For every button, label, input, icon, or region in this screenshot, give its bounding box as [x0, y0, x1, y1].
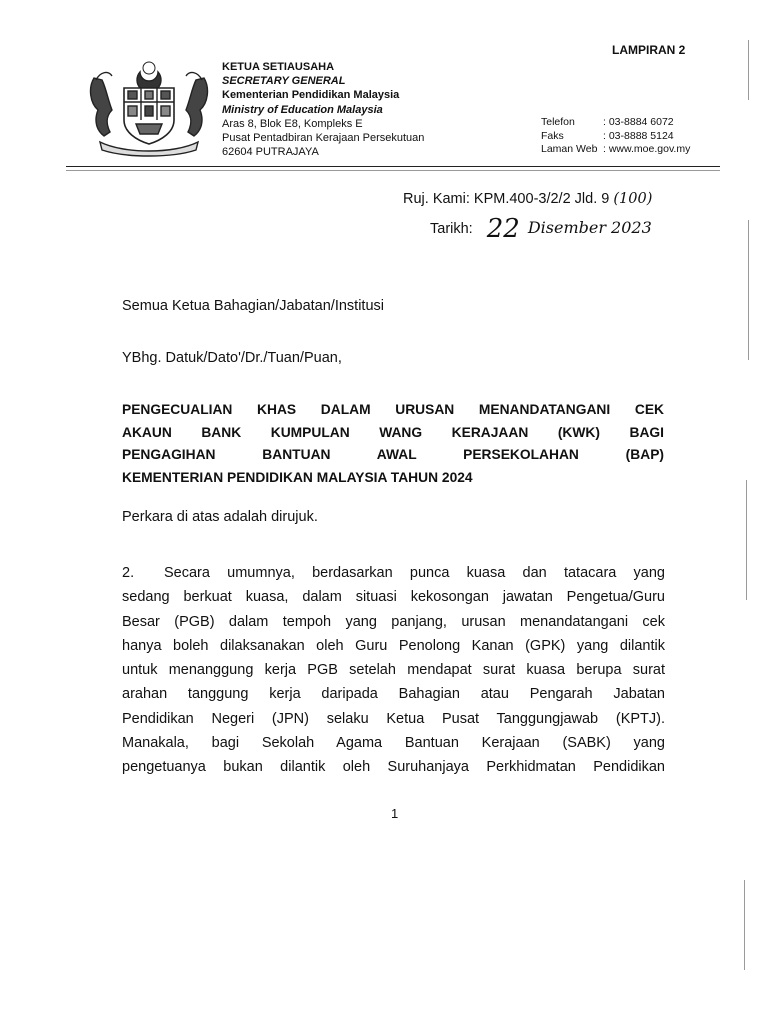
subject-line: PENGECUALIAN KHAS DALAM URUSAN MENANDATANGANI CEK — [122, 402, 664, 417]
paragraph-line — [122, 561, 665, 585]
paragraph-2 — [122, 561, 665, 780]
sender-block — [222, 60, 424, 159]
fax-row — [541, 130, 690, 144]
paragraph-line: untuk menanggung kerja PGB setelah mendapat surat kuasa berupa surat — [122, 662, 665, 679]
fax-value: : 03-8888 5124 — [603, 129, 674, 142]
phone-label: Telefon — [541, 116, 575, 128]
subject-line: AKAUN BANK KUMPULAN WANG KERAJAAN (KWK) BAGI — [122, 424, 664, 440]
scan-edge-mark — [746, 480, 747, 600]
page-number: 1 — [391, 806, 399, 821]
addressee: Semua Ketua Bahagian/Jabatan/Institusi — [122, 298, 384, 314]
phone-row — [541, 116, 690, 130]
paragraph-line: Pendidikan Negeri (JPN) selaku Ketua Pusat Tanggungjawab (KPTJ). — [122, 710, 665, 727]
date-handwritten-month-year: Disember 2023 — [527, 218, 652, 237]
address-line-2: Pusat Pentadbiran Kerajaan Persekutuan — [222, 132, 425, 145]
header-divider-secondary — [66, 170, 720, 171]
phone-value: : 03-8884 6072 — [603, 116, 674, 128]
salutation: YBhg. Datuk/Dato'/Dr./Tuan/Puan, — [122, 350, 342, 366]
header-divider — [66, 166, 720, 167]
ministry-name: Kementerian Pendidikan Malaysia — [222, 89, 400, 102]
ministry-name-english: Ministry of Education Malaysia — [222, 103, 383, 116]
reference-number: KPM.400-3/2/2 Jld. 9 — [473, 191, 610, 207]
paragraph-line: hanya boleh dilaksanakan oleh Guru Penolong Kanan (GPK) yang dilantik — [122, 637, 665, 654]
address-line-1: Aras 8, Blok E8, Kompleks E — [222, 117, 363, 130]
contact-block — [541, 116, 690, 157]
date-line — [430, 214, 652, 244]
scan-edge-mark — [748, 40, 749, 100]
reference-line — [403, 191, 652, 207]
sender-title-english: SECRETARY GENERAL — [222, 75, 346, 88]
paragraph-line: Manakala, bagi Sekolah Agama Bantuan Kerajaan (SABK) yang — [122, 735, 665, 752]
paragraph-line: sedang berkuat kuasa, dalam situasi kekosongan jawatan Pengetua/Guru — [122, 589, 665, 606]
annex-label: LAMPIRAN 2 — [612, 43, 686, 57]
subject-heading — [122, 399, 664, 489]
scan-edge-mark — [744, 880, 745, 970]
reference-label: Ruj. Kami: — [403, 191, 470, 207]
scan-edge-mark — [748, 220, 749, 360]
subject-line: PENGAGIHAN BANTUAN AWAL PERSEKOLAHAN (BAP) — [122, 447, 664, 462]
website-label: Laman Web — [541, 143, 598, 155]
paragraph-line: pengetuanya bukan dilantik oleh Suruhanjaya Perkhidmatan Pendidikan — [122, 759, 665, 776]
date-label: Tarikh: — [430, 221, 473, 237]
paragraph-line-text: Secara umumnya, berdasarkan punca kuasa dan tatacara yang — [164, 565, 665, 581]
address-line-3: 62604 PUTRAJAYA — [222, 146, 319, 159]
website-row — [541, 143, 690, 157]
website-value: : www.moe.gov.my — [603, 143, 691, 155]
fax-label: Faks — [541, 129, 564, 142]
paragraph-line: arahan tanggung kerja daripada Bahagian atau Pengarah Jabatan — [122, 686, 665, 703]
reference-handwritten: (100) — [613, 191, 653, 207]
sender-title: KETUA SETIAUSAHA — [222, 61, 335, 73]
paragraph-1: Perkara di atas adalah dirujuk. — [122, 509, 318, 525]
paragraph-number: 2. — [122, 565, 135, 581]
date-handwritten-day: 22 — [486, 214, 520, 244]
subject-line: KEMENTERIAN PENDIDIKAN MALAYSIA TAHUN 2024 — [122, 469, 473, 485]
paragraph-line: Besar (PGB) dalam tempoh yang panjang, urusan menandatangani cek — [122, 613, 665, 630]
coat-of-arms-logo — [84, 58, 214, 158]
